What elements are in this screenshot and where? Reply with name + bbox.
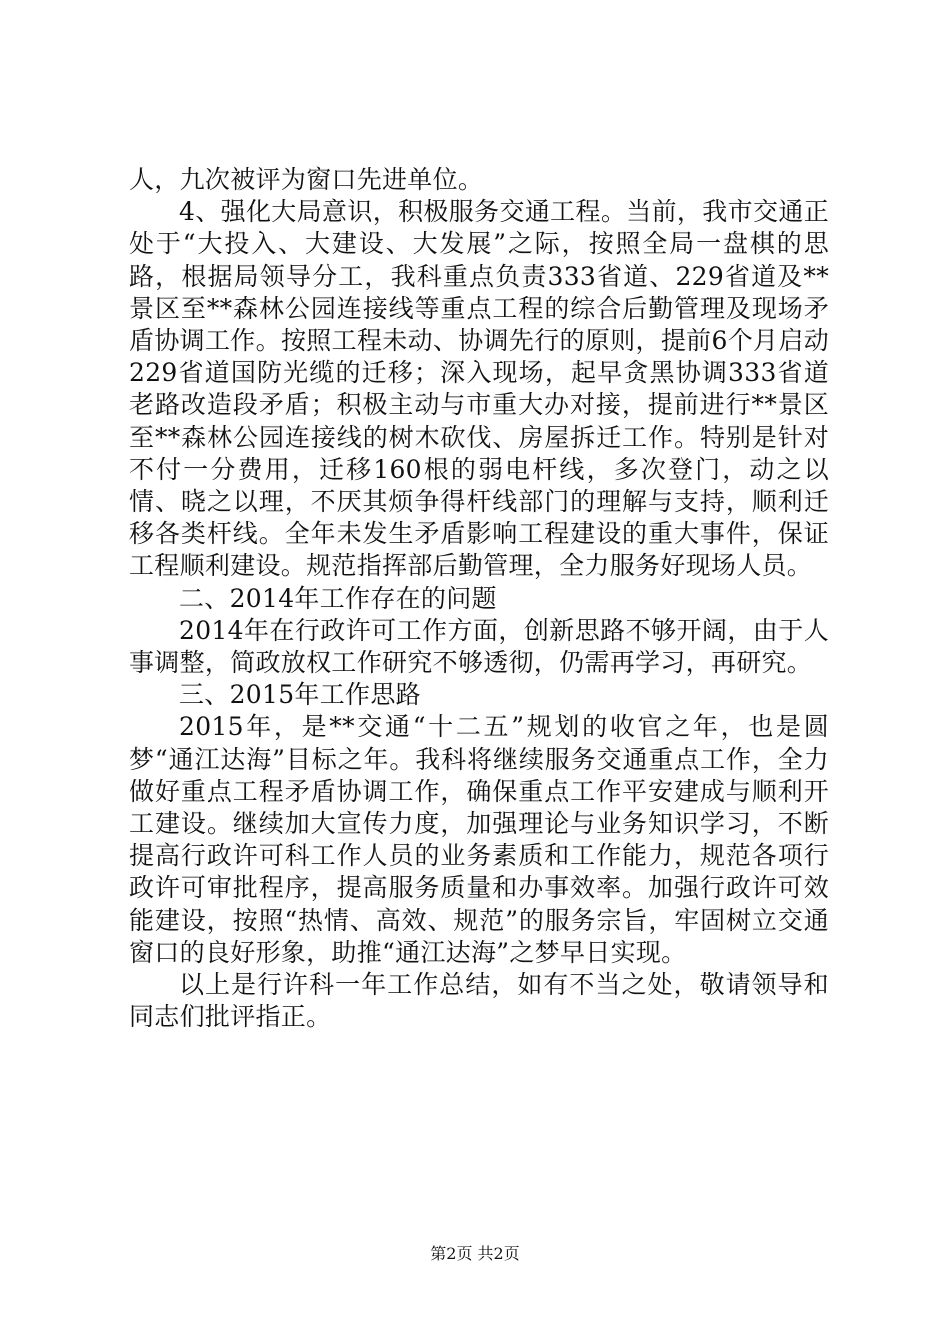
paragraph-plan: 2015年，是**交通“十二五”规划的收官之年，也是圆梦“通江达海”目标之年。我科将继续服务交通重点工作，全力做好重点工程矛盾协调工作，确保重点工作平安建成与顺利开工建设。继续加大宣传力度，加强理论与业务知识学习，不断提高行政许可科工作人员的业务素质和工作能力，规范各项行政许可审批程序，提高服务质量和办事效率。加强行政许可效能建设，按照“热情、高效、规范”的服务宗旨，牢固树立交通窗口的良好形象，助推“通江达海”之梦早日实现。 (129, 712, 829, 967)
section-heading-plan: 三、2015年工作思路 (179, 680, 421, 710)
paragraph-continuation: 人，九次被评为窗口先进单位。 (129, 165, 484, 194)
paragraph-problems: 2014年在行政许可工作方面，创新思路不够开阔，由于人事调整，简政放权工作研究不够透彻，仍需再学习，再研究。 (129, 615, 829, 678)
section-heading-problems: 二、2014年工作存在的问题 (179, 583, 497, 613)
page-footer: 第2页 共2页 (430, 1244, 520, 1263)
paragraph-closing: 以上是行许科一年工作总结，如有不当之处，敬请领导和同志们批评指正。 (129, 970, 829, 1032)
document-body (129, 164, 829, 1033)
paragraph-item-4: 4、强化大局意识，积极服务交通工程。当前，我市交通正处于“大投入、大建设、大发展”之际，按照全局一盘棋的思路，根据局领导分工，我科重点负责333省道、229省道及**景区至**森林公园连接线等重点工程的综合后勤管理及现场矛盾协调工作。按照工程未动、协调先行的原则，提前6个月启动229省道国防光缆的迁移；深入现场，起早贪黑协调333省道老路改造段矛盾；积极主动与市重大办对接，提前进行**景区至**森林公园连接线的树木砍伐、房屋拆迁工作。特别是针对不付一分费用，迁移160根的弱电杆线，多次登门，动之以情、晓之以理，不厌其烦争得杆线部门的理解与支持，顺利迁移各类杆线。全年未发生矛盾影响工程建设的重大事件，保证工程顺利建设。规范指挥部后勤管理，全力服务好现场人员。 (129, 197, 829, 581)
